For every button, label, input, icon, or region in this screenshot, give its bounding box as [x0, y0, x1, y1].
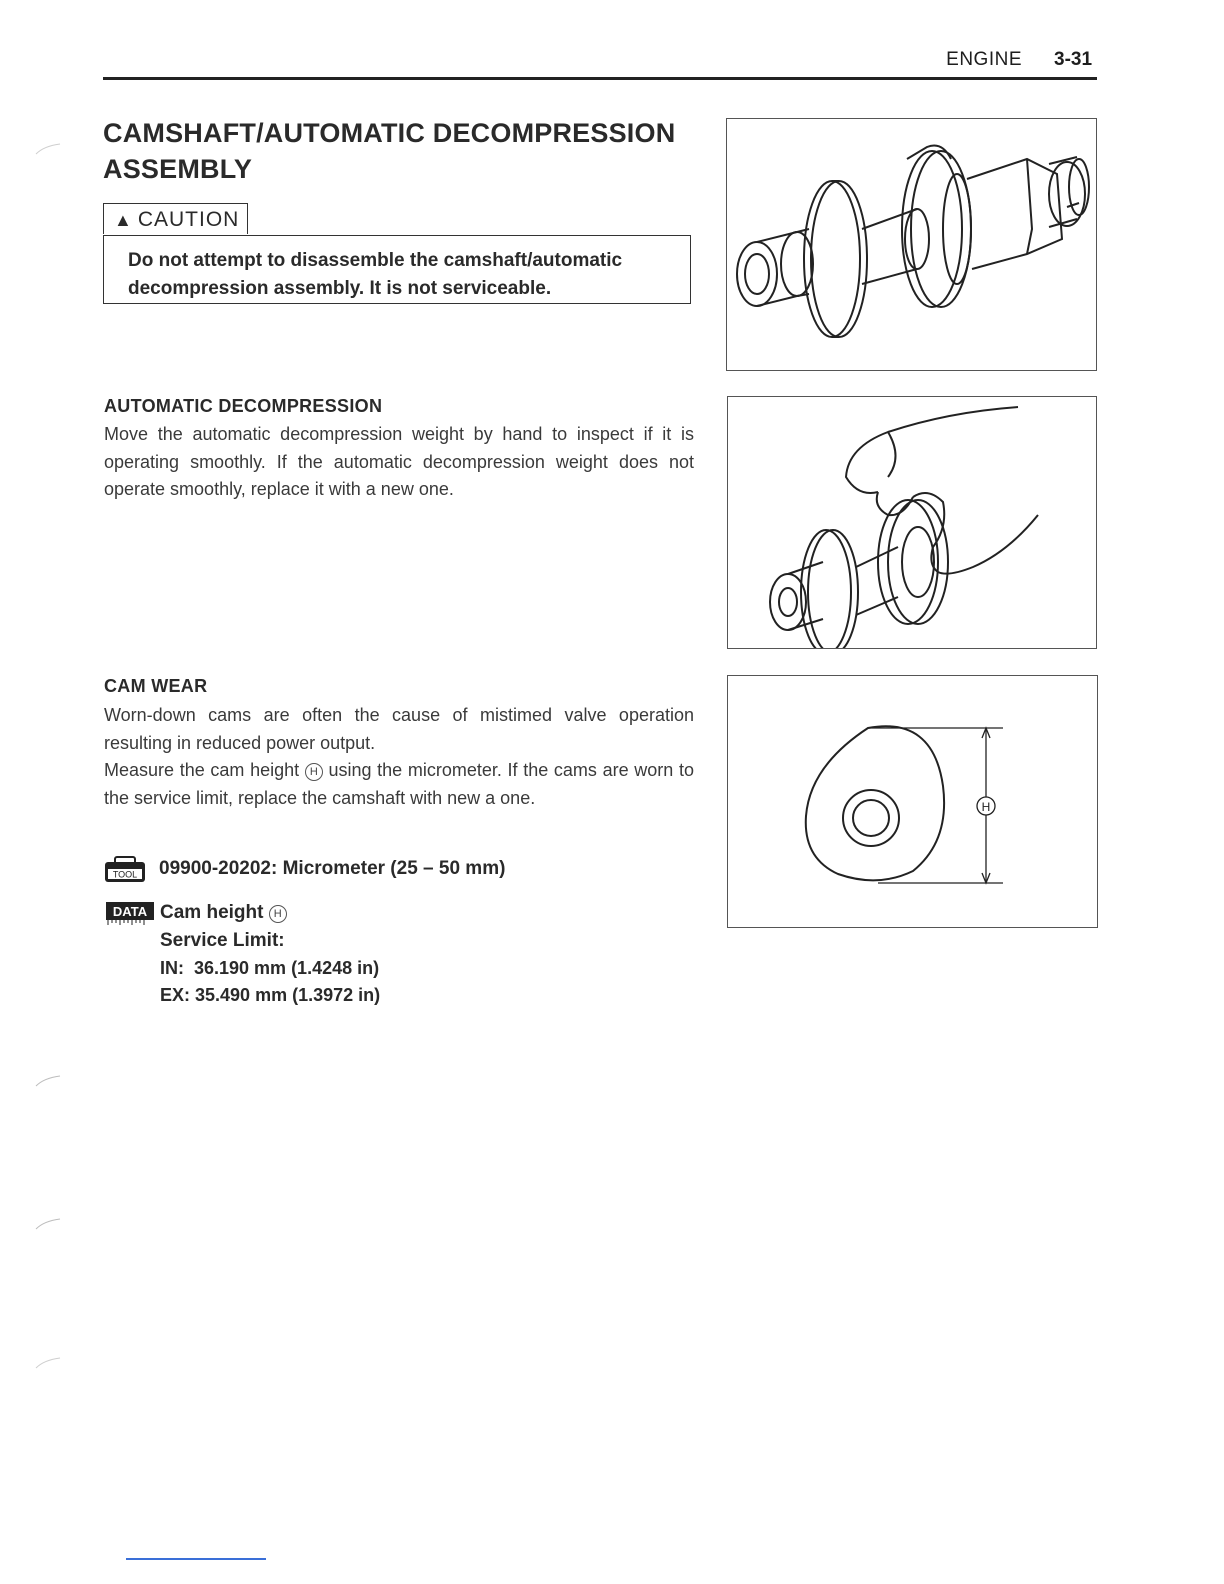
tool-icon	[104, 856, 146, 884]
figure-camshaft-assembly	[726, 118, 1097, 371]
data-line	[106, 900, 154, 931]
bottom-link-underline	[126, 1558, 266, 1560]
cam-wear-text	[104, 702, 694, 812]
data-item	[160, 902, 287, 924]
header-section-title: ENGINE	[946, 49, 1022, 70]
cam-wear-p2-after: using the micrometer. If the cams are worn to the service limit, replace the camshaft with new a one.	[104, 760, 694, 808]
header-divider	[103, 77, 1097, 80]
page-title-line2: ASSEMBLY	[103, 154, 253, 184]
data-icon-label: DATA	[112, 904, 148, 919]
figure-hand-decompression	[727, 396, 1097, 649]
data-icon	[106, 900, 154, 926]
tool-spec-text: 09900-20202: Micrometer (25 – 50 mm)	[159, 858, 506, 879]
tool-line	[104, 856, 146, 889]
scan-mark	[34, 1074, 62, 1088]
page-title-line1: CAMSHAFT/AUTOMATIC DECOMPRESSION	[103, 118, 676, 148]
auto-decomp-paragraph: Move the automatic decompression weight by hand to inspect if it is operating smoothly. If the automatic decompression weight does not operate smoothly, replace it with a new one.	[104, 424, 694, 499]
cam-wear-paragraph1: Worn-down cams are often the cause of mistimed valve operation resulting in reduced power output.	[104, 705, 694, 753]
hand-decompression-illustration	[728, 397, 1096, 648]
caution-box	[103, 235, 691, 304]
caution-label-text: CAUTION	[137, 208, 240, 231]
auto-decomp-heading: AUTOMATIC DECOMPRESSION	[104, 396, 383, 416]
cam-wear-paragraph2	[104, 757, 694, 812]
figure-cam-height-diagram	[727, 675, 1098, 928]
h-marker-symbol: H	[305, 763, 323, 781]
cam-wear-heading: CAM WEAR	[104, 676, 208, 696]
caution-line1: Do not attempt to disassemble the camshaft/automatic	[128, 250, 623, 271]
caution-label	[103, 203, 248, 234]
caution-line2: decompression assembly. It is not serviceable.	[128, 278, 552, 299]
scan-mark	[34, 142, 62, 156]
cam-height-label: H	[981, 800, 991, 814]
cam-wear-p2-before: Measure the cam height	[104, 760, 300, 780]
page-title	[103, 115, 703, 187]
tool-icon-label: TOOL	[112, 869, 138, 880]
cam-bore-inner	[853, 800, 889, 836]
h-marker-symbol: H	[269, 905, 287, 923]
service-limit-ex: EX: 35.490 mm (1.3972 in)	[160, 985, 381, 1005]
scan-mark	[34, 1217, 62, 1231]
cam-bore-outer	[843, 790, 899, 846]
cam-height-diagram	[728, 676, 1097, 927]
camshaft-illustration	[727, 119, 1096, 370]
header-page-number: 3-31	[1054, 49, 1093, 70]
service-limit-label: Service Limit:	[160, 930, 285, 951]
auto-decomp-text	[104, 421, 694, 504]
service-limit-in: IN: 36.190 mm (1.4248 in)	[160, 958, 380, 978]
warning-triangle-icon: ▲	[114, 210, 133, 230]
scan-mark	[34, 1356, 62, 1370]
data-item-label: Cam height	[160, 902, 264, 923]
cam-lobe-outline	[806, 726, 944, 880]
